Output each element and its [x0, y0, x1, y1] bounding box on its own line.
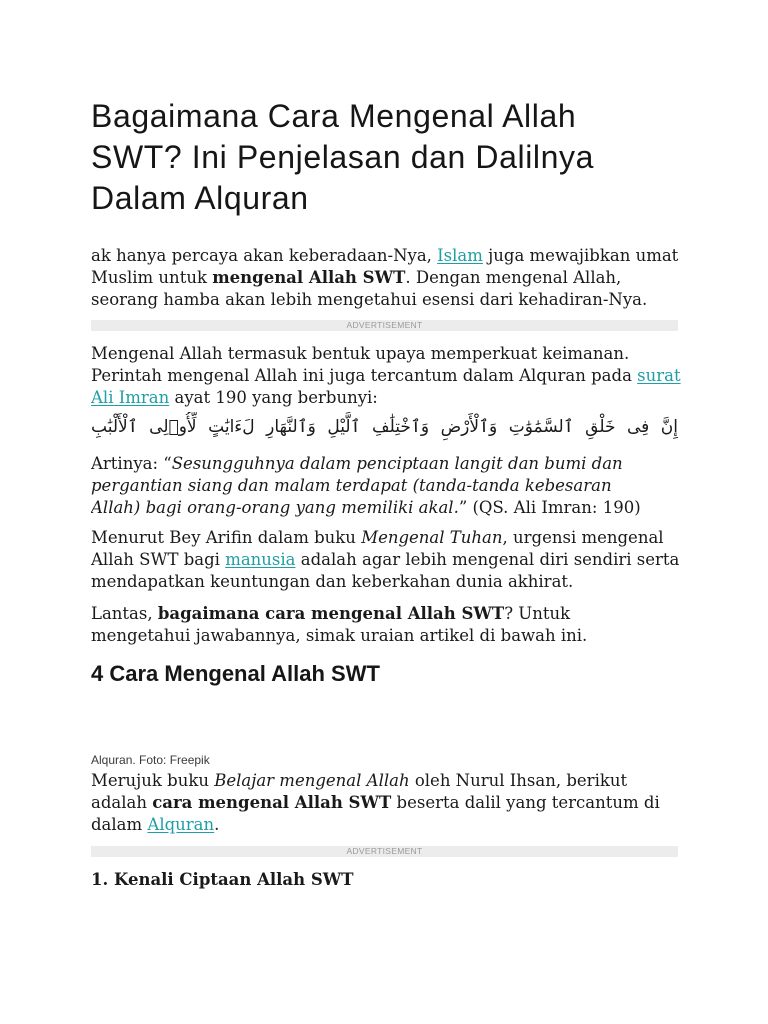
p5-text: Lantas,: [91, 604, 158, 623]
p6-line-3: [91, 814, 686, 836]
p4-text: Allah SWT bagi: [91, 550, 226, 569]
intro-text: ak hanya percaya akan keberadaan-Nya,: [91, 246, 438, 265]
islam-link[interactable]: Islam: [437, 246, 483, 265]
image-caption: Alquran. Foto: Freepik: [91, 753, 210, 767]
paragraph-6: [91, 770, 686, 836]
article-title: [91, 96, 701, 219]
subheading-1: 1. Kenali Ciptaan Allah SWT: [91, 870, 354, 889]
p2-text: ayat 190 yang berbunyi:: [169, 388, 378, 407]
arabic-verse: إِنَّ فِى خَلْقِ ٱلسَّمَٰوَٰتِ وَٱلْأَرْضِ وَٱخْتِلَٰفِ ٱلَّيْلِ وَٱلنَّهَارِ لَءَايَٰتٍ لِّأُو۟لِى ٱلْأَلْبَٰبِ: [91, 417, 678, 437]
translation-italic: Sesungguhnya dalam penciptaan langit dan bumi dan: [171, 454, 623, 473]
intro-line-1: [91, 245, 686, 267]
intro-line-3: seorang hamba akan lebih mengetahui esensi dari kehadiran-Nya.: [91, 290, 648, 309]
title-line-3: Dalam Alquran: [91, 180, 309, 216]
article-image-placeholder: [91, 692, 678, 748]
translation-italic: Allah) bagi orang-orang yang memiliki akal.: [91, 498, 459, 517]
p4-text: , urgensi mengenal: [502, 528, 664, 547]
bold-keyword: mengenal Allah SWT: [212, 268, 406, 287]
advertisement-bar: ADVERTISEMENT: [91, 320, 678, 331]
bold-keyword: cara mengenal Allah SWT: [152, 793, 392, 812]
p2-line-1: Mengenal Allah termasuk bentuk upaya memperkuat keimanan.: [91, 344, 630, 363]
p6-text: oleh Nurul Ihsan, berikut: [409, 771, 628, 790]
p4-line-2: [91, 549, 686, 571]
p6-text: beserta dalil yang tercantum di: [391, 793, 660, 812]
title-line-2: SWT? Ini Penjelasan dan Dalilnya: [91, 139, 595, 175]
intro-line-2: [91, 267, 686, 289]
paragraph-4: [91, 527, 686, 593]
surat-ali-imran-link[interactable]: surat: [637, 366, 681, 385]
intro-text: Muslim untuk: [91, 268, 213, 287]
translation-line-1: [91, 453, 686, 475]
book-title: Belajar mengenal Allah: [214, 771, 410, 790]
bold-keyword: bagaimana cara mengenal Allah SWT: [157, 604, 505, 623]
intro-text: juga mewajibkan umat: [482, 246, 679, 265]
p6-text: adalah: [91, 793, 153, 812]
p4-text: Menurut Bey Arifin dalam buku: [91, 528, 362, 547]
p5-line-2: mengetahui jawabannya, simak uraian artikel di bawah ini.: [91, 626, 588, 645]
translation-label: Artinya: “: [91, 454, 172, 473]
p6-line-1: [91, 770, 686, 792]
p6-text: Merujuk buku: [91, 771, 215, 790]
manusia-link[interactable]: manusia: [225, 550, 296, 569]
p5-text: ? Untuk: [504, 604, 571, 623]
book-title: Mengenal Tuhan: [361, 528, 503, 547]
translation-line-3: [91, 497, 686, 519]
advertisement-bar: ADVERTISEMENT: [91, 846, 678, 857]
translation-citation: ” (QS. Ali Imran: 190): [458, 498, 641, 517]
p4-line-1: [91, 527, 686, 549]
alquran-link[interactable]: Alquran: [147, 815, 215, 834]
intro-paragraph: [91, 245, 686, 311]
p5-line-1: [91, 603, 686, 625]
p4-line-3: mendapatkan keuntungan dan keberkahan dunia akhirat.: [91, 572, 574, 591]
surat-ali-imran-link[interactable]: Ali Imran: [91, 388, 170, 407]
verse-translation: [91, 453, 686, 519]
paragraph-5: [91, 603, 686, 647]
p6-text: dalam: [91, 815, 148, 834]
section-heading: 4 Cara Mengenal Allah SWT: [91, 661, 380, 686]
paragraph-2: [91, 343, 686, 409]
p6-text: .: [214, 815, 220, 834]
p6-line-2: [91, 792, 686, 814]
translation-line-2: pergantian siang dan malam terdapat (tanda-tanda kebesaran: [91, 476, 612, 495]
p4-text: adalah agar lebih mengenal diri sendiri serta: [295, 550, 680, 569]
p2-line-2: [91, 365, 686, 387]
p2-text: Perintah mengenal Allah ini juga tercantum dalam Alquran pada: [91, 366, 638, 385]
title-line-1: Bagaimana Cara Mengenal Allah: [91, 98, 577, 134]
p2-line-3: [91, 387, 686, 409]
intro-text: . Dengan mengenal Allah,: [405, 268, 622, 287]
